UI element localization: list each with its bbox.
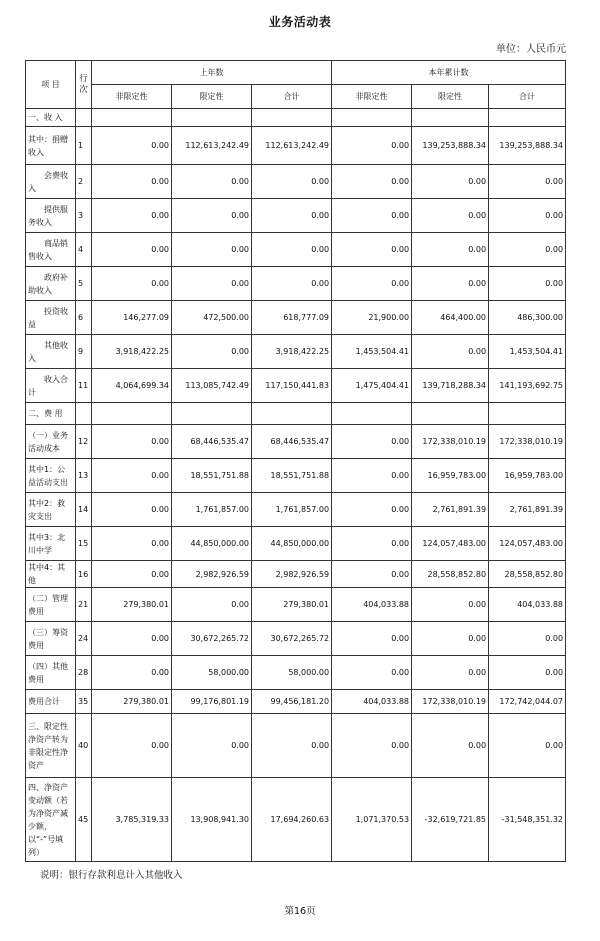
cell-prev-total: 3,918,422.25 — [252, 335, 332, 369]
cell-prev-total: 0.00 — [252, 233, 332, 267]
row-line-number: 40 — [76, 714, 92, 778]
cell-curr-restricted: 139,253,888.34 — [412, 127, 489, 165]
cell-prev-restricted: 0.00 — [172, 165, 252, 199]
cell-curr-total: 1,453,504.41 — [489, 335, 566, 369]
cell-curr-total: -31,548,351.32 — [489, 778, 566, 862]
row-line-number: 13 — [76, 459, 92, 493]
cell-prev-restricted: 58,000.00 — [172, 656, 252, 690]
row-line-number: 2 — [76, 165, 92, 199]
table-row — [26, 459, 566, 493]
cell-prev-restricted: 68,446,535.47 — [172, 425, 252, 459]
row-item-label: 政府补助收入 — [26, 267, 76, 301]
cell-prev-unrestricted: 279,380.01 — [92, 690, 172, 714]
cell-prev-restricted: 112,613,242.49 — [172, 127, 252, 165]
cell-prev-restricted: 99,176,801.19 — [172, 690, 252, 714]
cell-prev-unrestricted: 0.00 — [92, 527, 172, 561]
table-row — [26, 622, 566, 656]
row-item-label: 投资收益 — [26, 301, 76, 335]
row-line-number: 5 — [76, 267, 92, 301]
cell-prev-unrestricted: 0.00 — [92, 127, 172, 165]
row-item-label: 其中2：救灾支出 — [26, 493, 76, 527]
cell-curr-total: 141,193,692.75 — [489, 369, 566, 403]
row-line-number — [76, 109, 92, 127]
table-row — [26, 690, 566, 714]
header-curr-restricted: 限定性 — [412, 85, 489, 109]
cell-curr-restricted: 16,959,783.00 — [412, 459, 489, 493]
page-number: 第16页 — [284, 906, 316, 917]
cell-curr-total: 172,338,010.19 — [489, 425, 566, 459]
cell-prev-total: 0.00 — [252, 714, 332, 778]
cell-prev-total: 44,850,000.00 — [252, 527, 332, 561]
row-line-number: 24 — [76, 622, 92, 656]
cell-curr-restricted — [412, 403, 489, 425]
cell-curr-restricted: 139,718,288.34 — [412, 369, 489, 403]
cell-curr-unrestricted: 0.00 — [332, 425, 412, 459]
cell-curr-total: 16,959,783.00 — [489, 459, 566, 493]
cell-curr-total: 0.00 — [489, 656, 566, 690]
header-line-no: 行次 — [76, 61, 92, 109]
row-item-label: 其中：捐赠收入 — [26, 127, 76, 165]
cell-prev-unrestricted: 0.00 — [92, 493, 172, 527]
cell-prev-unrestricted: 0.00 — [92, 622, 172, 656]
cell-curr-total: 28,558,852.80 — [489, 561, 566, 588]
cell-curr-total: 0.00 — [489, 714, 566, 778]
table-row — [26, 165, 566, 199]
report-title: 业务活动表 — [268, 15, 332, 29]
cell-prev-total: 17,694,260.63 — [252, 778, 332, 862]
cell-curr-unrestricted: 0.00 — [332, 493, 412, 527]
row-line-number: 9 — [76, 335, 92, 369]
cell-prev-total: 618,777.09 — [252, 301, 332, 335]
cell-curr-unrestricted: 0.00 — [332, 165, 412, 199]
cell-curr-unrestricted — [332, 403, 412, 425]
cell-prev-total: 0.00 — [252, 165, 332, 199]
row-item-label: 费用合计 — [26, 690, 76, 714]
cell-curr-restricted: 0.00 — [412, 656, 489, 690]
cell-curr-unrestricted: 0.00 — [332, 459, 412, 493]
row-item-label: 提供服务收入 — [26, 199, 76, 233]
row-line-number: 11 — [76, 369, 92, 403]
row-line-number: 35 — [76, 690, 92, 714]
row-line-number: 45 — [76, 778, 92, 862]
cell-prev-total: 99,456,181.20 — [252, 690, 332, 714]
cell-prev-unrestricted: 4,064,699.34 — [92, 369, 172, 403]
cell-curr-unrestricted: 1,475,404.41 — [332, 369, 412, 403]
row-item-label: 四、净资产变动额（若为净资产减少额，以“-”号填列） — [26, 778, 76, 862]
cell-curr-restricted: 124,057,483.00 — [412, 527, 489, 561]
table-row — [26, 493, 566, 527]
table-row — [26, 425, 566, 459]
cell-curr-unrestricted: 1,071,370.53 — [332, 778, 412, 862]
row-line-number: 6 — [76, 301, 92, 335]
table-row — [26, 561, 566, 588]
cell-curr-total: 172,742,044.07 — [489, 690, 566, 714]
cell-curr-total: 139,253,888.34 — [489, 127, 566, 165]
cell-curr-unrestricted: 0.00 — [332, 199, 412, 233]
table-row — [26, 109, 566, 127]
header-prev-total: 合计 — [252, 85, 332, 109]
row-line-number: 12 — [76, 425, 92, 459]
cell-curr-unrestricted: 1,453,504.41 — [332, 335, 412, 369]
cell-curr-restricted: 0.00 — [412, 199, 489, 233]
cell-curr-restricted: 0.00 — [412, 165, 489, 199]
row-line-number — [76, 403, 92, 425]
table-row — [26, 301, 566, 335]
table-row — [26, 267, 566, 301]
cell-prev-total: 112,613,242.49 — [252, 127, 332, 165]
cell-prev-unrestricted: 146,277.09 — [92, 301, 172, 335]
cell-prev-restricted: 18,551,751.88 — [172, 459, 252, 493]
table-row — [26, 127, 566, 165]
header-curr-year: 本年累计数 — [332, 61, 566, 85]
cell-prev-unrestricted: 0.00 — [92, 425, 172, 459]
cell-curr-total: 404,033.88 — [489, 588, 566, 622]
row-line-number: 3 — [76, 199, 92, 233]
cell-prev-unrestricted: 0.00 — [92, 165, 172, 199]
cell-curr-restricted: 2,761,891.39 — [412, 493, 489, 527]
table-row — [26, 778, 566, 862]
table-row — [26, 403, 566, 425]
row-item-label: 其中1：公益活动支出 — [26, 459, 76, 493]
row-item-label: 其他收入 — [26, 335, 76, 369]
cell-curr-total — [489, 109, 566, 127]
cell-prev-restricted: 113,085,742.49 — [172, 369, 252, 403]
cell-prev-total: 68,446,535.47 — [252, 425, 332, 459]
cell-prev-unrestricted — [92, 403, 172, 425]
cell-curr-total: 0.00 — [489, 267, 566, 301]
row-item-label: （三）筹资费用 — [26, 622, 76, 656]
cell-curr-unrestricted: 21,900.00 — [332, 301, 412, 335]
cell-curr-restricted: 0.00 — [412, 233, 489, 267]
table-row — [26, 199, 566, 233]
cell-prev-total: 279,380.01 — [252, 588, 332, 622]
cell-prev-total — [252, 109, 332, 127]
cell-prev-restricted: 0.00 — [172, 335, 252, 369]
row-item-label: 三、限定性净资产转为非限定性净资产 — [26, 714, 76, 778]
cell-curr-restricted: 0.00 — [412, 588, 489, 622]
row-line-number: 14 — [76, 493, 92, 527]
header-prev-restricted: 限定性 — [172, 85, 252, 109]
cell-prev-total — [252, 403, 332, 425]
cell-curr-restricted: 28,558,852.80 — [412, 561, 489, 588]
cell-prev-total: 30,672,265.72 — [252, 622, 332, 656]
cell-curr-restricted: 464,400.00 — [412, 301, 489, 335]
cell-prev-total: 1,761,857.00 — [252, 493, 332, 527]
cell-prev-unrestricted: 0.00 — [92, 714, 172, 778]
cell-curr-total: 0.00 — [489, 165, 566, 199]
cell-prev-unrestricted: 0.00 — [92, 199, 172, 233]
cell-prev-total: 58,000.00 — [252, 656, 332, 690]
header-curr-unrestricted: 非限定性 — [332, 85, 412, 109]
cell-prev-total: 117,150,441.83 — [252, 369, 332, 403]
cell-curr-unrestricted: 0.00 — [332, 233, 412, 267]
cell-curr-restricted: 172,338,010.19 — [412, 690, 489, 714]
cell-prev-unrestricted: 3,785,319.33 — [92, 778, 172, 862]
cell-curr-unrestricted: 0.00 — [332, 714, 412, 778]
currency-unit: 单位：人民币元 — [496, 44, 566, 55]
table-row — [26, 233, 566, 267]
cell-curr-total: 0.00 — [489, 622, 566, 656]
table-row — [26, 369, 566, 403]
cell-prev-total: 0.00 — [252, 267, 332, 301]
row-item-label: 其中3：北川中学 — [26, 527, 76, 561]
row-item-label: 会费收入 — [26, 165, 76, 199]
cell-prev-unrestricted: 0.00 — [92, 561, 172, 588]
cell-prev-restricted: 13,908,941.30 — [172, 778, 252, 862]
cell-curr-unrestricted: 0.00 — [332, 527, 412, 561]
row-line-number: 21 — [76, 588, 92, 622]
row-line-number: 16 — [76, 561, 92, 588]
row-item-label: （一）业务活动成本 — [26, 425, 76, 459]
cell-curr-unrestricted: 0.00 — [332, 622, 412, 656]
header-prev-year: 上年数 — [92, 61, 332, 85]
cell-prev-unrestricted: 3,918,422.25 — [92, 335, 172, 369]
cell-prev-total: 18,551,751.88 — [252, 459, 332, 493]
row-line-number: 15 — [76, 527, 92, 561]
cell-prev-unrestricted: 0.00 — [92, 459, 172, 493]
cell-curr-unrestricted: 0.00 — [332, 561, 412, 588]
row-item-label: 其中4：其他 — [26, 561, 76, 588]
row-item-label: 二、费 用 — [26, 403, 76, 425]
table-row — [26, 335, 566, 369]
cell-curr-total: 124,057,483.00 — [489, 527, 566, 561]
header-curr-total: 合计 — [489, 85, 566, 109]
cell-prev-unrestricted — [92, 109, 172, 127]
cell-curr-unrestricted: 0.00 — [332, 656, 412, 690]
cell-prev-restricted: 1,761,857.00 — [172, 493, 252, 527]
cell-curr-total: 486,300.00 — [489, 301, 566, 335]
cell-prev-restricted: 0.00 — [172, 588, 252, 622]
cell-curr-restricted: 0.00 — [412, 267, 489, 301]
cell-curr-restricted: 0.00 — [412, 335, 489, 369]
cell-curr-restricted: 0.00 — [412, 622, 489, 656]
cell-prev-restricted: 2,982,926.59 — [172, 561, 252, 588]
cell-prev-total: 2,982,926.59 — [252, 561, 332, 588]
cell-curr-unrestricted: 404,033.88 — [332, 588, 412, 622]
cell-curr-restricted: 172,338,010.19 — [412, 425, 489, 459]
cell-prev-restricted: 0.00 — [172, 233, 252, 267]
cell-prev-total: 0.00 — [252, 199, 332, 233]
row-line-number: 1 — [76, 127, 92, 165]
table-row — [26, 656, 566, 690]
cell-curr-total — [489, 403, 566, 425]
cell-prev-unrestricted: 0.00 — [92, 267, 172, 301]
cell-curr-total: 2,761,891.39 — [489, 493, 566, 527]
cell-curr-unrestricted: 0.00 — [332, 267, 412, 301]
cell-prev-restricted — [172, 109, 252, 127]
cell-curr-unrestricted: 0.00 — [332, 127, 412, 165]
cell-curr-unrestricted: 404,033.88 — [332, 690, 412, 714]
table-row — [26, 714, 566, 778]
row-item-label: 收入合计 — [26, 369, 76, 403]
cell-prev-restricted: 44,850,000.00 — [172, 527, 252, 561]
activity-statement-table — [25, 60, 566, 862]
cell-prev-restricted — [172, 403, 252, 425]
header-prev-unrestricted: 非限定性 — [92, 85, 172, 109]
cell-prev-unrestricted: 0.00 — [92, 233, 172, 267]
row-item-label: （四）其他费用 — [26, 656, 76, 690]
cell-prev-restricted: 0.00 — [172, 267, 252, 301]
footnote: 说明：银行存款利息计入其他收入 — [40, 870, 183, 881]
row-item-label: 商品销售收入 — [26, 233, 76, 267]
row-line-number: 4 — [76, 233, 92, 267]
row-item-label: 一、收 入 — [26, 109, 76, 127]
cell-curr-total: 0.00 — [489, 233, 566, 267]
cell-curr-restricted — [412, 109, 489, 127]
row-item-label: （二）管理费用 — [26, 588, 76, 622]
cell-curr-restricted: -32,619,721.85 — [412, 778, 489, 862]
cell-prev-unrestricted: 279,380.01 — [92, 588, 172, 622]
cell-prev-restricted: 30,672,265.72 — [172, 622, 252, 656]
row-line-number: 28 — [76, 656, 92, 690]
cell-curr-total: 0.00 — [489, 199, 566, 233]
cell-prev-restricted: 472,500.00 — [172, 301, 252, 335]
table-row — [26, 588, 566, 622]
cell-curr-unrestricted — [332, 109, 412, 127]
table-row — [26, 527, 566, 561]
cell-prev-restricted: 0.00 — [172, 199, 252, 233]
header-item: 项 目 — [26, 61, 76, 109]
cell-prev-unrestricted: 0.00 — [92, 656, 172, 690]
cell-prev-restricted: 0.00 — [172, 714, 252, 778]
cell-curr-restricted: 0.00 — [412, 714, 489, 778]
table-body — [26, 109, 566, 862]
